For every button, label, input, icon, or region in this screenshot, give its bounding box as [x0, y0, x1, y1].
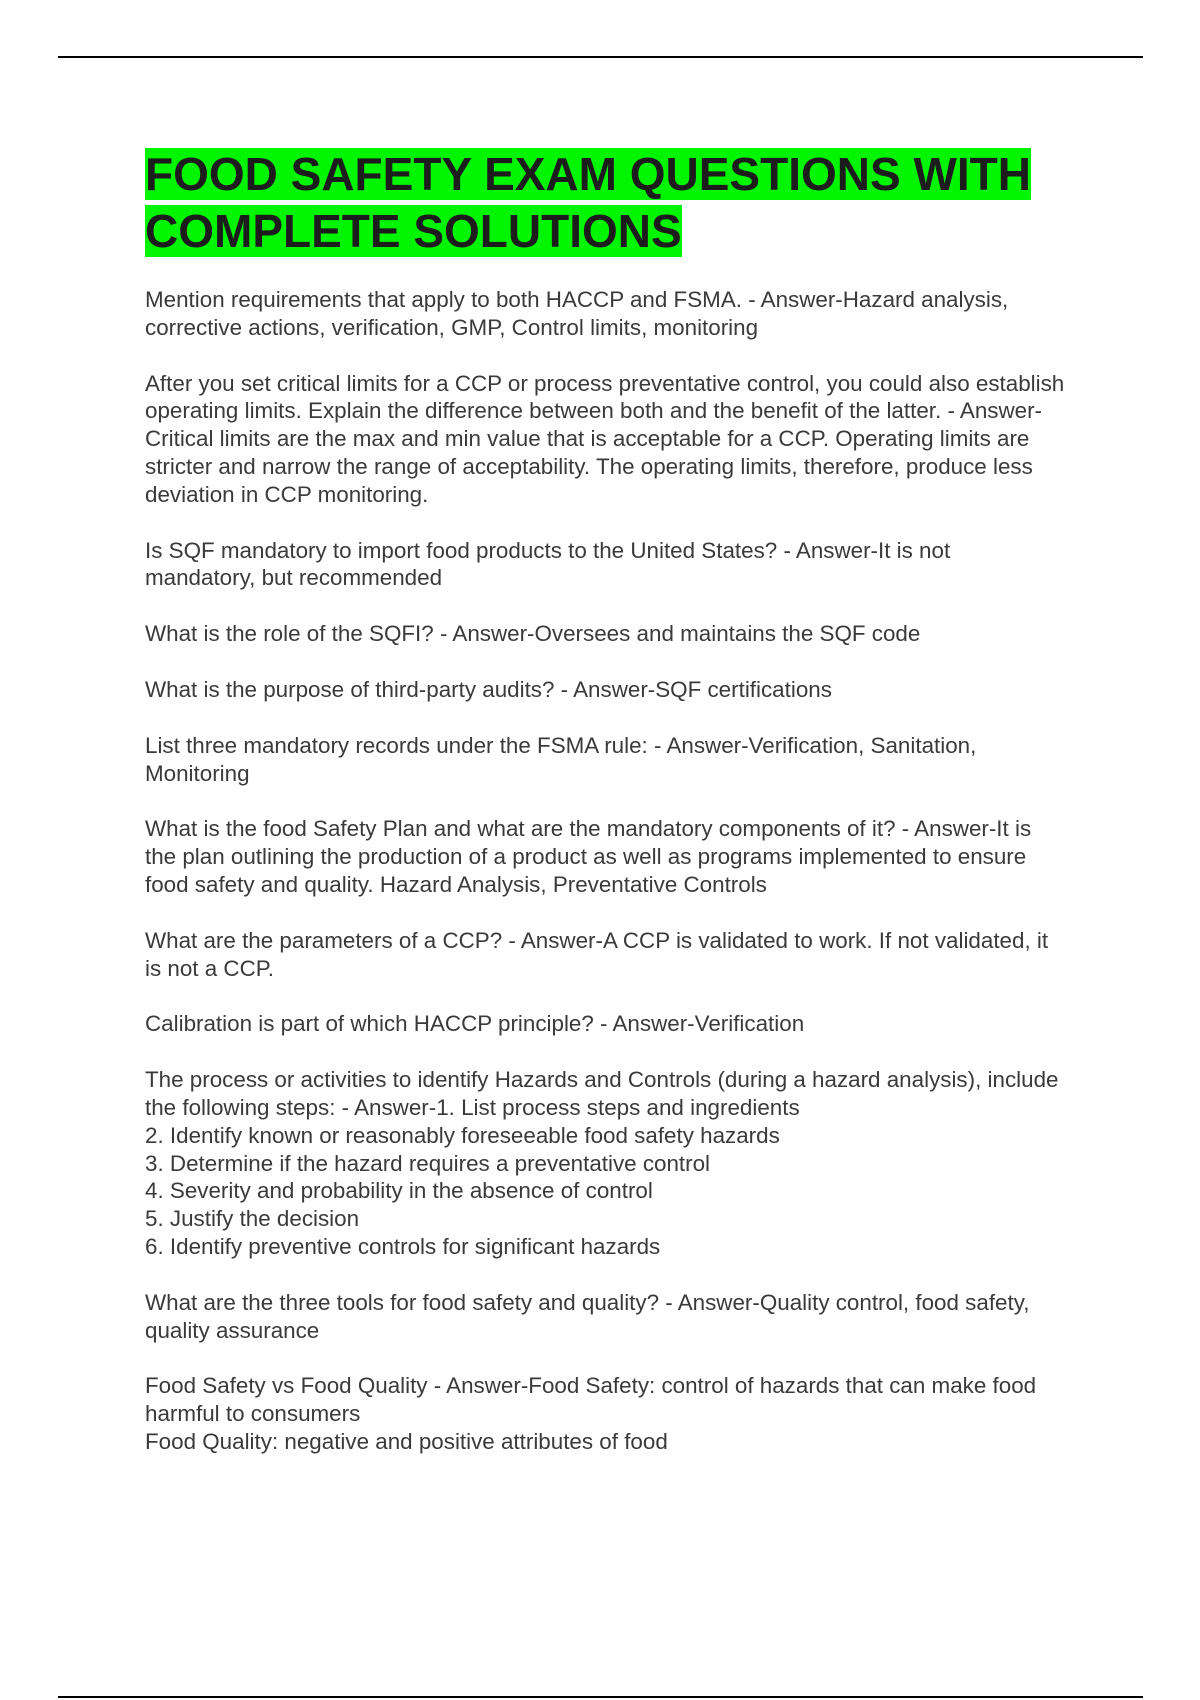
qa-item: What is the purpose of third-party audits? - Answer-SQF certifications [145, 676, 832, 702]
qa-item: What is the food Safety Plan and what are the mandatory components of it? - Answer-It is the plan outlining the production of a product as well as programs implemented to ensure food safety and quality. Hazard Analysis, Preventative Controls [145, 816, 1032, 897]
qa-item: The process or activities to identify Hazards and Controls (during a hazard analysis), include the following steps: - Answer-1. List process steps and ingredients 2. Identify known or reasonably foreseeable food safety hazards 3. Determine if the hazard requires a preventative control 4. Severity and probability in the absence of control 5. Justify the decision 6. Identify preventive controls for significant hazards [145, 1067, 1059, 1259]
qa-item: What are the parameters of a CCP? - Answer-A CCP is validated to work. If not validated, it is not a CCP. [145, 927, 1049, 981]
qa-item: What are the three tools for food safety and quality? - Answer-Quality control, food safety, quality assurance [145, 1289, 1030, 1343]
document-title [145, 146, 1065, 260]
bottom-rule [58, 1696, 1143, 1698]
qa-item: Food Safety vs Food Quality - Answer-Food Safety: control of hazards that can make food harmful to consumers Food Quality: negative and positive attributes of food [145, 1373, 1037, 1454]
document-body [145, 146, 1065, 1484]
top-rule [58, 56, 1143, 58]
qa-item: After you set critical limits for a CCP or process preventative control, you could also establish operating limits. Explain the difference between both and the benefit of the latter. - Answer-Critical limits are the max and min value that is acceptable for a CCP. Operating limits are stricter and narrow the range of acceptability. The operating limits, therefore, produce less deviation in CCP monitoring. [145, 370, 1065, 507]
qa-item: Calibration is part of which HACCP principle? - Answer-Verification [145, 1011, 805, 1037]
qa-item: List three mandatory records under the FSMA rule: - Answer-Verification, Sanitation, Monitoring [145, 732, 977, 786]
qa-item: Is SQF mandatory to import food products to the United States? - Answer-It is not mandatory, but recommended [145, 537, 951, 591]
title-highlight: FOOD SAFETY EXAM QUESTIONS WITH COMPLETE SOLUTIONS [145, 148, 1031, 257]
qa-item: What is the role of the SQFI? - Answer-Oversees and maintains the SQF code [145, 621, 921, 647]
qa-item: Mention requirements that apply to both HACCP and FSMA. - Answer-Hazard analysis, corrective actions, verification, GMP, Control limits, monitoring [145, 287, 1009, 340]
